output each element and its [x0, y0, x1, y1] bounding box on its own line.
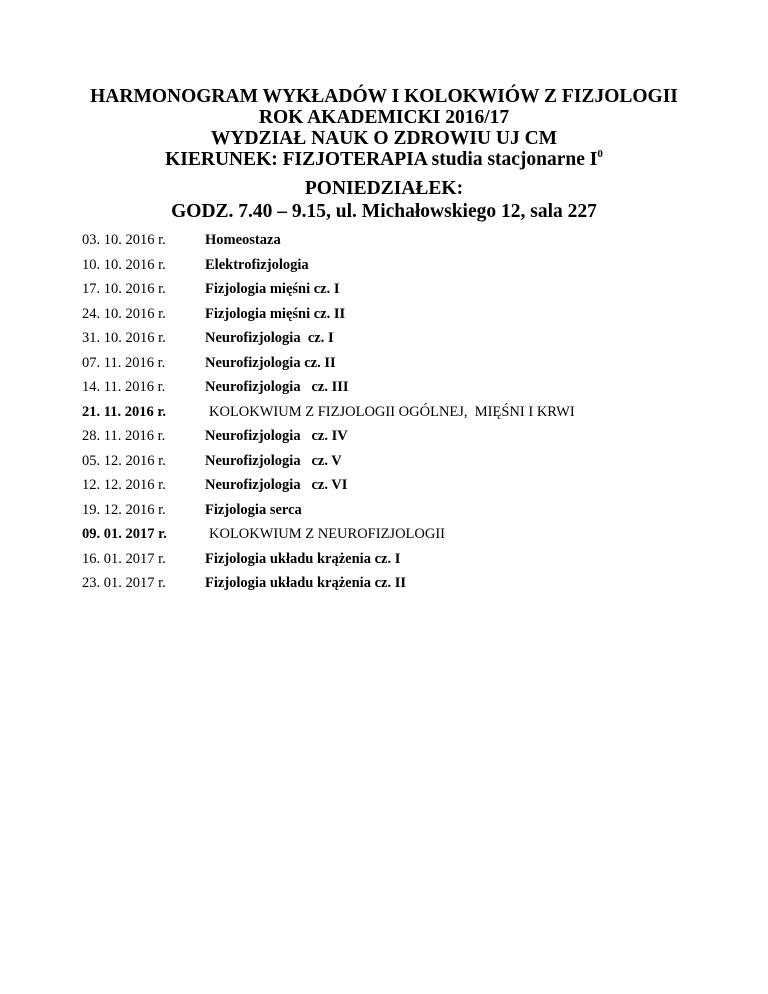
- schedule-date: 17. 10. 2016 r.: [82, 281, 166, 297]
- schedule-row: [82, 375, 722, 400]
- schedule-row: [82, 228, 722, 253]
- schedule-date: 19. 12. 2016 r.: [82, 501, 166, 518]
- header-academic-year: ROK AKADEMICKI 2016/17: [258, 107, 510, 128]
- schedule-date: 28. 11. 2016 r.: [82, 428, 166, 444]
- schedule-topic: Fizjologia mięśni cz. II: [205, 305, 346, 322]
- schedule-row: [82, 302, 722, 327]
- header-program: [0, 149, 768, 170]
- header-program-text: KIERUNEK: FIZJOTERAPIA studia stacjonarne I: [165, 149, 598, 170]
- schedule-date: 03. 10. 2016 r.: [82, 232, 166, 248]
- schedule-date: 10. 10. 2016 r.: [82, 256, 166, 273]
- schedule-topic: Neurofizjologia cz. VI: [205, 477, 348, 493]
- schedule-date: 16. 01. 2017 r.: [82, 550, 166, 567]
- schedule-topic: Neurofizjologia cz. III: [205, 379, 349, 395]
- schedule-date: 24. 10. 2016 r.: [82, 305, 166, 322]
- schedule-row: [82, 449, 722, 474]
- schedule-topic: Homeostaza: [205, 232, 281, 248]
- schedule-date: 31. 10. 2016 r.: [82, 330, 166, 346]
- schedule-topic: Fizjologia układu krążenia cz. I: [205, 550, 401, 567]
- schedule-date: 21. 11. 2016 r.: [82, 403, 167, 420]
- header-faculty: WYDZIAŁ NAUK O ZDROWIU UJ CM: [210, 128, 558, 149]
- schedule-date: 09. 01. 2017 r.: [82, 526, 167, 542]
- schedule-topic: Neurofizjologia cz. IV: [205, 428, 348, 444]
- schedule-topic: Neurofizjologia cz. II: [205, 354, 336, 371]
- schedule-topic: Neurofizjologia cz. V: [205, 452, 342, 469]
- schedule-list: [82, 228, 722, 596]
- schedule-date: 14. 11. 2016 r.: [82, 379, 166, 395]
- schedule-row-exam: [82, 400, 722, 425]
- schedule-row: [82, 351, 722, 376]
- header-title: HARMONOGRAM WYKŁADÓW I KOLOKWIÓW Z FIZJOLOGII: [90, 86, 678, 107]
- schedule-topic: Fizjologia układu krążenia cz. II: [205, 575, 406, 591]
- schedule-date: 05. 12. 2016 r.: [82, 452, 166, 469]
- schedule-day: PONIEDZIAŁEK:: [304, 178, 464, 199]
- schedule-row: [82, 547, 722, 572]
- document-header: [0, 86, 768, 170]
- schedule-date: 23. 01. 2017 r.: [82, 575, 166, 591]
- schedule-topic: Fizjologia mięśni cz. I: [205, 281, 340, 297]
- header-program-superscript: 0: [597, 148, 603, 160]
- schedule-row: [82, 326, 722, 351]
- schedule-row: [82, 253, 722, 278]
- schedule-subheader: [0, 177, 768, 223]
- schedule-date: 07. 11. 2016 r.: [82, 354, 166, 371]
- schedule-row: [82, 498, 722, 523]
- schedule-time-place: GODZ. 7.40 – 9.15, ul. Michałowskiego 12, sala 227: [171, 201, 597, 222]
- schedule-row: [82, 473, 722, 498]
- schedule-topic: Neurofizjologia cz. I: [205, 330, 334, 346]
- schedule-row-exam: [82, 522, 722, 547]
- schedule-row: [82, 277, 722, 302]
- schedule-topic: Fizjologia serca: [205, 501, 302, 518]
- schedule-exam-topic: KOLOKWIUM Z NEUROFIZJOLOGII: [209, 526, 445, 542]
- schedule-date: 12. 12. 2016 r.: [82, 477, 166, 493]
- schedule-topic: Elektrofizjologia: [205, 256, 309, 273]
- schedule-row: [82, 571, 722, 596]
- schedule-row: [82, 424, 722, 449]
- schedule-exam-topic: KOLOKWIUM Z FIZJOLOGII OGÓLNEJ, MIĘŚNI I KRWI: [209, 403, 575, 420]
